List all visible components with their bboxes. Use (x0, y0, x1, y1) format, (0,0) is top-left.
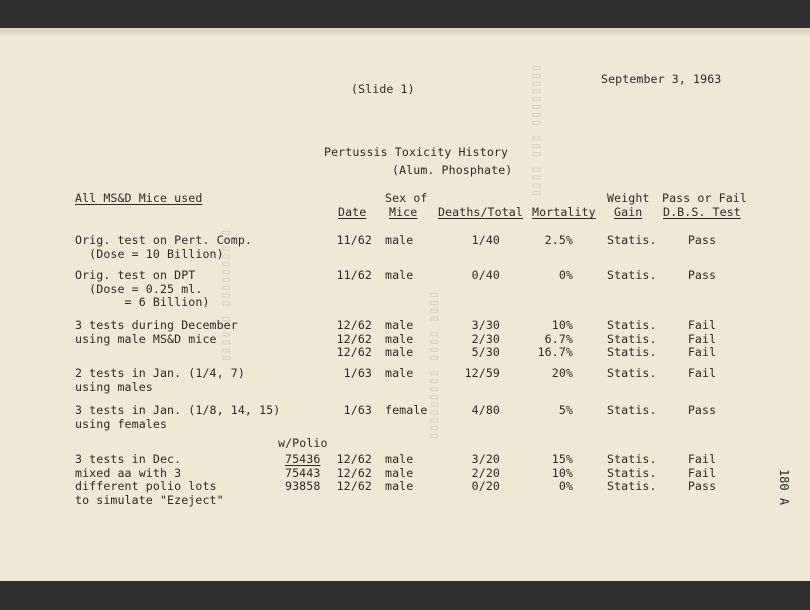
cell-result: Pass (687, 233, 717, 247)
cell-sex: male (385, 479, 414, 493)
cell-deaths: 0/40 (471, 268, 500, 282)
cell-mortality: 10% (551, 465, 573, 480)
document-date: September 3, 1963 (601, 72, 722, 86)
cell-date: 11/62 (336, 268, 372, 282)
cell-mortality: 20% (551, 366, 573, 380)
cell-sex: male (385, 366, 414, 380)
cell-sex: male (385, 331, 414, 346)
cell-date: 12/62 (336, 318, 372, 332)
cell-deaths: 12/59 (464, 366, 500, 380)
cell-result: Pass (687, 268, 717, 282)
cell-deaths: 4/80 (471, 403, 500, 417)
document-page (0, 28, 810, 581)
col-header-pass-line1: Pass or Fail (662, 191, 747, 205)
cell-date: 12/62 (336, 452, 372, 466)
cell-result: Fail (687, 366, 717, 380)
cell-mortality: 2.5% (544, 233, 573, 247)
group-description-line: 3 tests in Jan. (1/8, 14, 15) (75, 403, 281, 417)
cell-sex: female (385, 403, 428, 417)
cell-date: 12/62 (336, 479, 372, 493)
cell-date: 1/63 (343, 366, 372, 380)
cell-deaths: 2/20 (471, 465, 500, 480)
cell-mortality: 16.7% (537, 345, 573, 359)
cell-deaths: 1/40 (471, 233, 500, 247)
cell-deaths: 5/30 (471, 345, 500, 359)
group-description-line: Orig. test on Pert. Comp. (75, 233, 253, 247)
cell-mortality: 0% (558, 479, 573, 493)
group-description-line: (Dose = 10 Billion) (75, 246, 224, 261)
cell-deaths: 3/20 (471, 452, 500, 466)
cell-sex: male (385, 233, 414, 247)
col-header-date: Date (338, 205, 367, 219)
cell-result: Fail (687, 465, 717, 480)
cell-weight-gain: Statis. (607, 318, 657, 332)
bleed-through-texture: ▯▯▯▯▯▯ ▯▯▯▯▯▯▯▯▯▯ (219, 228, 235, 363)
bleed-through-texture: ▯▯▯▯▯▯▯▯▯ ▯▯▯▯ ▯▯▯▯ (426, 291, 442, 440)
cell-result: Pass (687, 403, 717, 417)
group-description-line: using males (75, 379, 153, 394)
col-header-deaths: Deaths/Total (438, 205, 523, 219)
cell-result: Fail (687, 318, 717, 332)
group-description-line: = 6 Billion) (75, 295, 210, 309)
cell-polio-lot: 75436 (285, 452, 321, 466)
cell-weight-gain: Statis. (607, 452, 657, 466)
cell-mortality: 10% (551, 318, 573, 332)
cell-polio-lot: 93858 (285, 479, 321, 493)
page-number: 180 A (776, 468, 791, 506)
cell-mortality: 15% (551, 452, 573, 466)
cell-result: Pass (687, 479, 717, 493)
group-description-line: different polio lots (75, 479, 217, 493)
cell-result: Fail (687, 345, 717, 359)
group-description-line: Orig. test on DPT (75, 268, 196, 282)
col-header-sex-line2: Mice (389, 205, 418, 219)
cell-sex: male (385, 465, 414, 480)
cell-date: 1/63 (343, 403, 372, 417)
group-description-line: mixed aa with 3 (75, 465, 182, 480)
cell-sex: male (385, 452, 414, 466)
slide-label: (Slide 1) (351, 82, 415, 96)
group-description-line: using male MS&D mice (75, 331, 217, 346)
col-header-weight-line1: Weight (607, 191, 650, 205)
cell-weight-gain: Statis. (607, 233, 657, 247)
cell-result: Fail (687, 331, 717, 346)
cell-mortality: 0% (558, 268, 573, 282)
cell-weight-gain: Statis. (607, 331, 657, 346)
cell-weight-gain: Statis. (607, 479, 657, 493)
col-header-pass-line2: D.B.S. Test (663, 205, 741, 219)
cell-date: 12/62 (336, 331, 372, 346)
cell-sex: male (385, 318, 414, 332)
cell-mortality: 5% (558, 403, 573, 417)
cell-weight-gain: Statis. (607, 345, 657, 359)
group-description-line: (Dose = 0.25 ml. (75, 281, 203, 296)
group-description-line: using females (75, 416, 168, 431)
cell-deaths: 2/30 (471, 331, 500, 346)
cell-date: 11/62 (336, 233, 372, 247)
cell-date: 12/62 (336, 465, 372, 480)
cell-deaths: 3/30 (471, 318, 500, 332)
cell-sex: male (385, 268, 414, 282)
col-header-mortality: Mortality (532, 205, 596, 219)
cell-weight-gain: Statis. (607, 366, 657, 380)
group-description-line: 3 tests in Dec. (75, 452, 182, 466)
cell-weight-gain: Statis. (607, 268, 657, 282)
bleed-through-texture: ▯▯▯▯ ▯▯▯ ▯▯▯▯▯▯▯▯ (529, 63, 545, 198)
cell-weight-gain: Statis. (607, 465, 657, 480)
cell-result: Fail (687, 452, 717, 466)
cell-sex: male (385, 345, 414, 359)
group-description-line: 3 tests during December (75, 318, 238, 332)
cell-weight-gain: Statis. (607, 403, 657, 417)
col-header-polio: w/Polio (278, 436, 328, 450)
col-header-description: All MS&D Mice used (75, 191, 203, 205)
group-description-line: to simulate "Ezeject" (75, 492, 224, 507)
col-header-sex-line1: Sex of (385, 191, 428, 205)
cell-deaths: 0/20 (471, 479, 500, 493)
group-description-line: 2 tests in Jan. (1/4, 7) (75, 366, 245, 380)
cell-date: 12/62 (336, 345, 372, 359)
cell-mortality: 6.7% (544, 331, 573, 346)
document-title: Pertussis Toxicity History (324, 145, 509, 159)
document-subtitle: (Alum. Phosphate) (392, 163, 513, 177)
col-header-weight-line2: Gain (614, 205, 643, 219)
cell-polio-lot: 75443 (285, 465, 321, 480)
